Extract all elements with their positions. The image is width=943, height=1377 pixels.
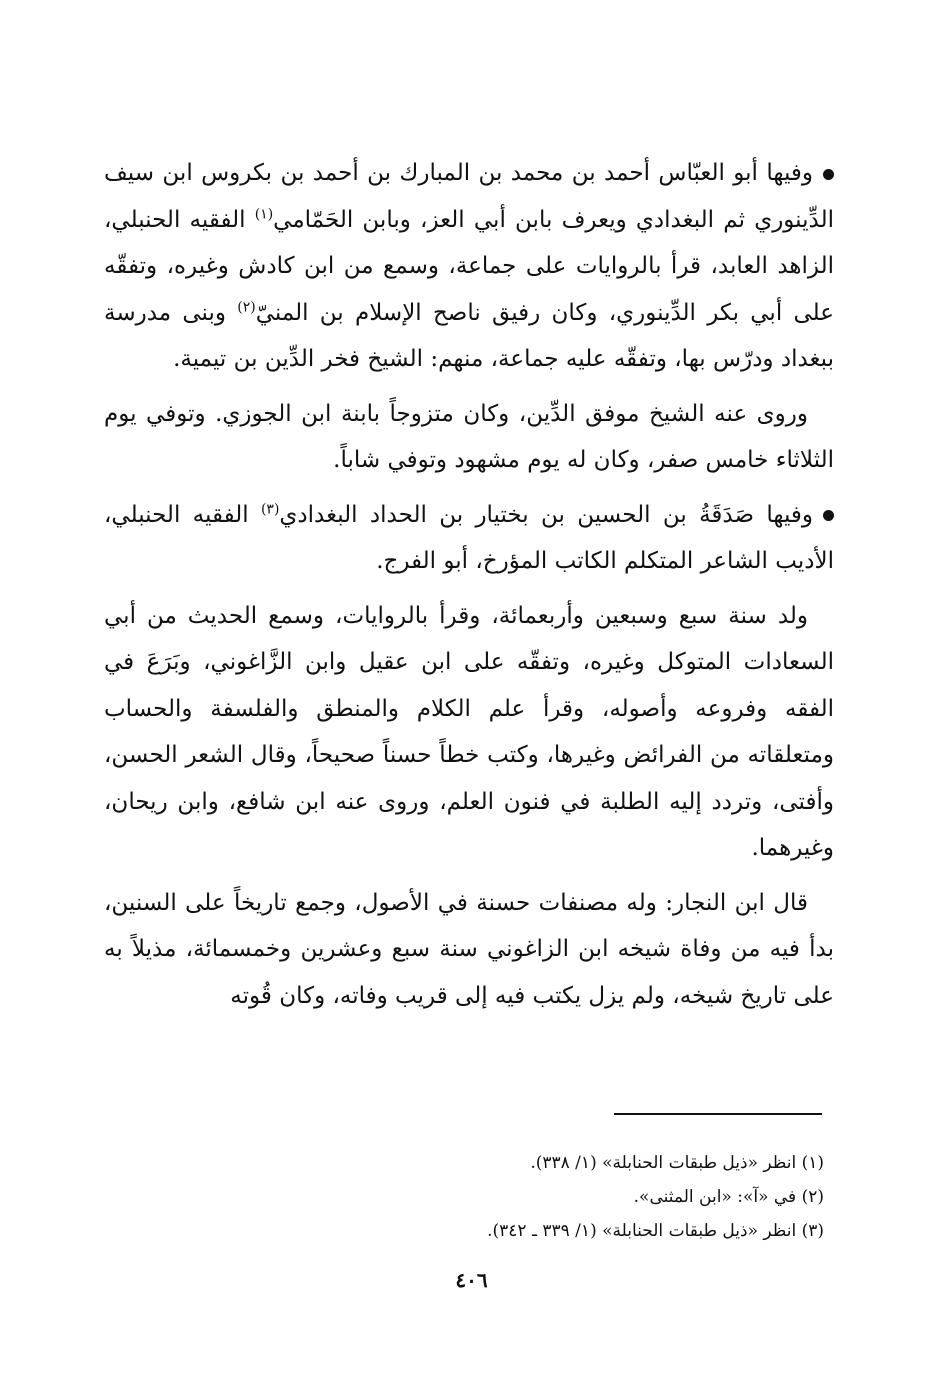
footnote-ref-3[interactable]: (٣)	[260, 500, 280, 517]
paragraph-ibn-al-najjar: قال ابن النجار: وله مصنفات حسنة في الأصول، وجمع تاريخاً على السنين، بدأ فيه من وفاة شيخه ابن الزاغوني سنة سبع وعشرين وخمسمائة، مذيلاً به على تاريخ شيخه، ولم يزل يكتب فيه إلى قريب وفاته، وكان قُوته	[104, 889, 834, 1009]
footnote-ref-2[interactable]: (٢)	[237, 298, 256, 315]
footnotes	[104, 1146, 824, 1248]
bullet-icon	[823, 169, 834, 180]
footnote-ref-1[interactable]: (١)	[254, 205, 274, 222]
main-text	[104, 150, 834, 1027]
paragraph-death-note: وروى عنه الشيخ موفق الدِّين، وكان متزوجاً بابنة ابن الجوزي. وتوفي يوم الثلاثاء خامس صفر، وكان له يوم مشهود وتوفي شاباً.	[104, 400, 834, 473]
footnote-separator	[614, 1113, 822, 1115]
bullet-icon	[823, 510, 834, 521]
paragraph-text: الفقيه الحنبلي، الزاهد العابد، قرأ بالروايات على جماعة، وسمع من ابن كادش وغيره، وتفقّه على أبي بكر الدِّينوري، وكان رفيق ناصح الإسلام بن المنيّ	[104, 206, 834, 326]
footnote-3: (٣) انظر «ذيل طبقات الحنابلة» (١/ ٣٣٩ ـ ٣٤٢).	[487, 1221, 824, 1241]
paragraph-text: وفيها أبو العبّاس أحمد بن محمد بن المبارك بن أحمد بن بكروس ابن سيف الدِّينوري ثم البغدادي ويعرف بابن أبي العز، وبابن الحَمّامي	[104, 160, 834, 233]
paragraph-sadaqa-ibn-al-husayn	[104, 492, 834, 585]
paragraph-text: الفقيه الحنبلي، الأديب الشاعر المتكلم الكاتب المؤرخ، أبو الفرج.	[104, 501, 834, 574]
footnote-2: (٢) في «آ»: «ابن المثنى».	[633, 1187, 824, 1207]
paragraph-text: وفيها صَدَقَةُ بن الحسين بن بختيار بن الحداد البغدادي	[279, 501, 813, 528]
page-number: ٤٠٦	[455, 1268, 488, 1292]
footnote-1: (١) انظر «ذيل طبقات الحنابلة» (١/ ٣٣٨).	[530, 1153, 824, 1173]
paragraph-text: وبنى مدرسة ببغداد ودرّس بها، وتفقّه عليه جماعة، منهم: الشيخ فخر الدِّين بن تيمية.	[104, 299, 834, 372]
paragraph-ahmad-ibn-bakrus	[104, 150, 834, 383]
paragraph-birth-and-study: ولد سنة سبع وسبعين وأربعمائة، وقرأ بالروايات، وسمع الحديث من أبي السعادات المتوكل وغيره، وتفقّه على ابن عقيل وابن الزَّاغوني، وبَرَعَ في الفقه وفروعه وأصوله، وقرأ علم الكلام والمنطق والفلسفة والحساب ومتعلقاته من الفرائض وغيرها، وكتب خطاً حسناً صحيحاً، وقال الشعر الحسن، وأفتى، وتردد إليه الطلبة في فنون العلم، وروى عنه ابن شافع، وابن ريحان، وغيرهما.	[104, 602, 835, 861]
